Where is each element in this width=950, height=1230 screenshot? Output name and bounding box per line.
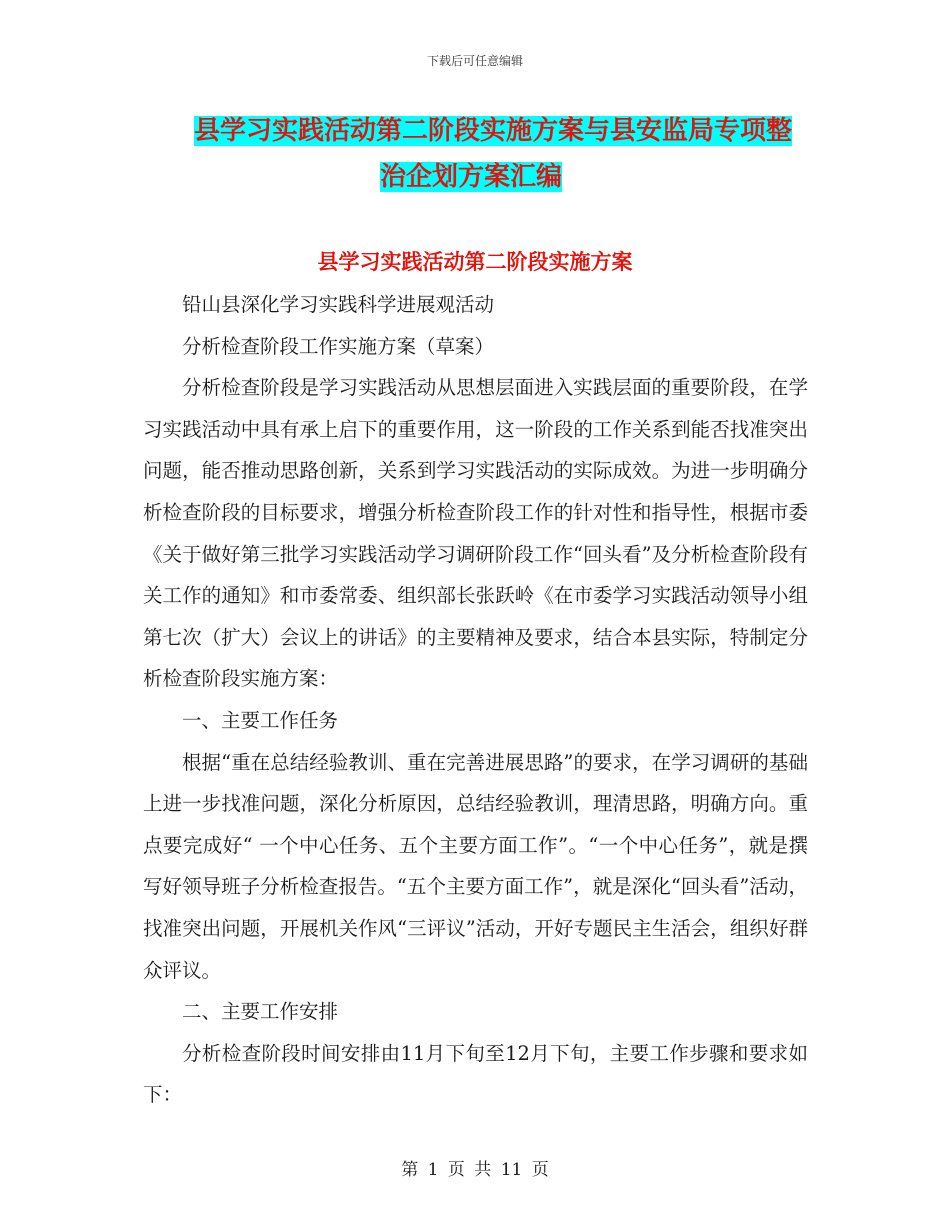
paragraph-heading: 一、主要工作任务 bbox=[182, 708, 339, 732]
paragraph: 铅山县深化学习实践科学进展观活动 bbox=[182, 293, 495, 316]
title-highlight-2: 治企划方案汇编 bbox=[380, 162, 563, 192]
page-footer: 第 1 页 共 11 页 bbox=[401, 1160, 549, 1180]
paragraph-heading: 二、主要工作安排 bbox=[182, 1000, 339, 1024]
header-note: 下载后可任意编辑 bbox=[426, 54, 523, 68]
section-title: 县学习实践活动第二阶段实施方案 bbox=[317, 250, 633, 274]
paragraph: 根据“重在总结经验教训、重在完善进展思路”的要求，在学习调研的基础上进一步找准问题，深化分析原因，总结经验教训，理清思路，明确方向。重点要完成好“ 一个中心任务、五个主要方面工作”。“一个中心任务”，就是撰写好领导班子分析检查报告。“五个主要方面工作”，就是深化“回头看”活动，找准突出问题，开展机关作风“三评议”活动，开好专题民主生活会，组织好群众评议。 bbox=[143, 750, 808, 982]
title-highlight-1: 县学习实践活动第二阶段实施方案与县安监局专项整 bbox=[194, 116, 793, 146]
document-title-line-1 bbox=[150, 108, 800, 154]
paragraph: 分析检查阶段工作实施方案（草案） bbox=[182, 334, 495, 358]
paragraph: 分析检查阶段时间安排由11月下旬至12月下旬，主要工作步骤和要求如下： bbox=[143, 1041, 808, 1107]
document-title-line-2 bbox=[150, 154, 800, 200]
paragraph: 分析检查阶段是学习实践活动从思想层面进入实践层面的重要阶段，在学习实践活动中具有承上启下的重要作用，这一阶段的工作关系到能否找准突出问题，能否推动思路创新，关系到学习实践活动的实际成效。为进一步明确分析检查阶段的目标要求，增强分析检查阶段工作的针对性和指导性，根据市委《关于做好第三批学习实践活动学习调研阶段工作“回头看”及分析检查阶段有关工作的通知》和市委常委、组织部长张跃岭《在市委学习实践活动领导小组第七次（扩大）会议上的讲话》的主要精神及要求，结合本县实际，特制定分析检查阶段实施方案： bbox=[143, 376, 808, 691]
document-body bbox=[143, 284, 808, 1116]
document-title bbox=[150, 108, 800, 200]
